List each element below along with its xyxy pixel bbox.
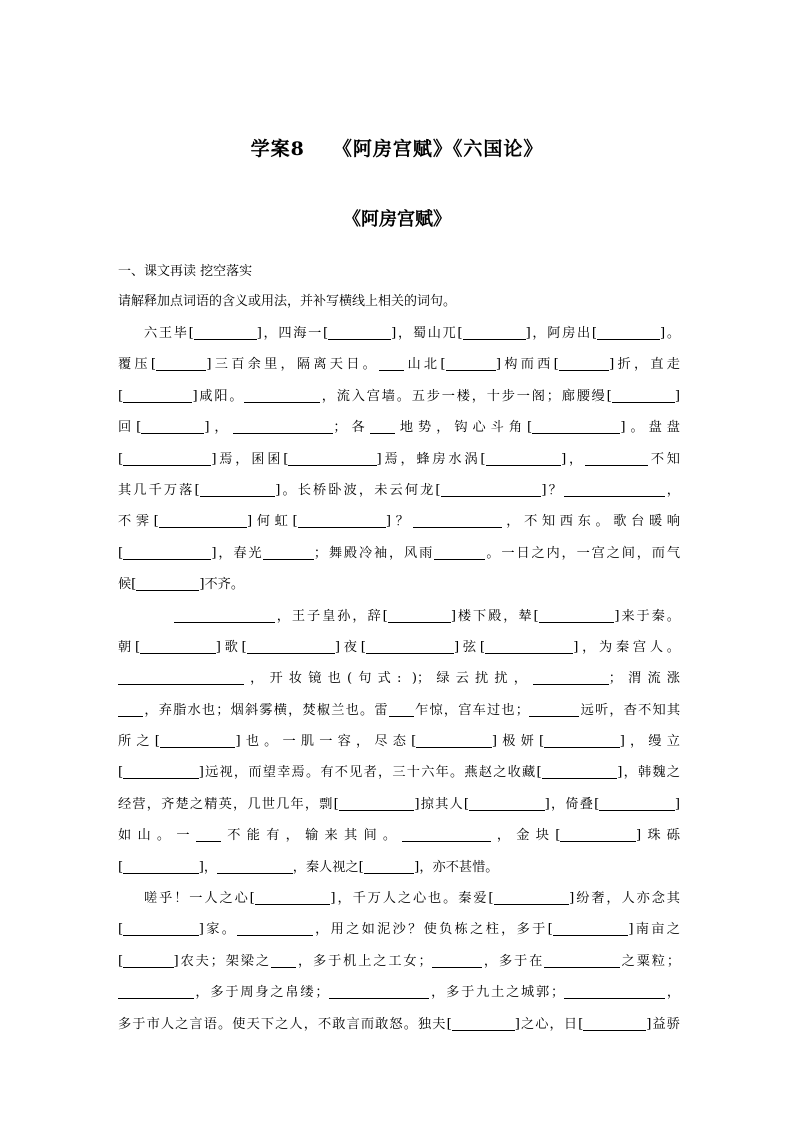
fill-blank[interactable] — [123, 388, 192, 403]
line-text: ]掠其人[ — [414, 796, 470, 812]
line-text: ；渭流涨 — [608, 671, 680, 687]
line-text: ]， — [198, 859, 218, 875]
fill-blank[interactable] — [542, 764, 618, 779]
line-text: ]？ — [541, 482, 564, 498]
line-text: ，不知西东。歌台暖响 — [501, 514, 680, 530]
line-text: 不霁[ — [118, 514, 159, 530]
line-text: 。一日之内，一宫之间，而气 — [484, 545, 680, 561]
fill-blank[interactable] — [539, 608, 615, 623]
line-text: 如山。一 — [118, 828, 196, 844]
text-line — [118, 601, 680, 632]
fill-blank[interactable] — [156, 356, 206, 371]
line-text: ]，阿房出[ — [525, 326, 597, 341]
line-text: ，弃脂水也；烟斜雾横，焚椒兰也。雷 — [143, 702, 389, 718]
fill-blank[interactable] — [118, 984, 194, 999]
line-text: ]极妍[ — [491, 734, 545, 750]
fill-blank[interactable] — [123, 545, 211, 560]
fill-blank[interactable] — [463, 325, 526, 340]
text-line — [118, 820, 680, 851]
fill-blank[interactable] — [389, 702, 414, 717]
line-text: 之粟粒； — [619, 953, 680, 969]
fill-blank[interactable] — [123, 764, 199, 779]
title-lesson-number: 学案8 — [250, 138, 305, 160]
fill-blank[interactable] — [247, 639, 335, 654]
fill-blank[interactable] — [366, 639, 454, 654]
line-text: ，用之如泥沙？使负栋之柱，多于[ — [312, 922, 553, 938]
fill-blank[interactable] — [446, 356, 496, 371]
fill-blank[interactable] — [413, 513, 501, 528]
line-text: ] — [674, 796, 680, 812]
fill-blank[interactable] — [329, 984, 430, 999]
line-text: 覆压[ — [118, 357, 157, 373]
line-text: [ — [118, 388, 124, 404]
line-text: ，王子皇孙，辞[ — [274, 608, 388, 624]
fill-blank[interactable] — [298, 513, 386, 528]
fill-blank[interactable] — [233, 419, 334, 434]
line-text: 地势，钩心斗角[ — [394, 420, 533, 436]
line-text: 山北[ — [404, 357, 446, 373]
line-text: ]农夫；架梁之 — [173, 953, 271, 969]
line-text: ]，韩魏之 — [617, 765, 680, 781]
fill-blank[interactable] — [123, 859, 199, 874]
text-line — [118, 852, 680, 883]
fill-blank[interactable] — [494, 890, 570, 905]
line-text: ]，四海一[ — [256, 326, 329, 341]
text-line — [118, 349, 680, 380]
line-text: ]？ — [385, 514, 414, 530]
line-text: [ — [118, 765, 124, 781]
line-text: ]夜[ — [334, 639, 366, 655]
fill-blank[interactable] — [123, 451, 211, 466]
line-text: 经营，齐楚之精英，几世几年，剽[ — [118, 796, 339, 812]
line-text: ]构而西[ — [495, 357, 559, 373]
line-text: ]，千万人之心也。秦爱[ — [330, 891, 494, 907]
text-line — [118, 506, 680, 537]
line-text: ]之心，日[ — [514, 1016, 584, 1032]
fill-blank[interactable] — [452, 1016, 515, 1031]
text-line — [118, 757, 680, 788]
line-text: ]南亩之 — [628, 922, 680, 938]
fill-blank[interactable] — [597, 325, 660, 340]
fill-blank[interactable] — [141, 419, 204, 434]
text-line — [118, 663, 680, 694]
page-title — [0, 134, 794, 161]
fill-blank[interactable] — [339, 796, 415, 811]
text-line — [118, 412, 680, 443]
fill-blank[interactable] — [388, 608, 451, 623]
fill-blank[interactable] — [271, 953, 296, 968]
fill-blank[interactable] — [486, 451, 562, 466]
line-text: ，金块[ — [490, 828, 561, 844]
line-text: ]。长桥卧波，未云何龙[ — [275, 482, 441, 498]
line-text: ，多于在 — [482, 953, 545, 969]
fill-blank[interactable] — [174, 608, 275, 623]
fill-blank[interactable] — [364, 859, 414, 874]
line-text: [ — [118, 859, 124, 875]
line-text: ， — [665, 985, 680, 1001]
line-text: 远听，杳不知其 — [579, 702, 680, 718]
text-line — [118, 538, 680, 569]
fill-blank[interactable] — [485, 639, 573, 654]
fill-blank[interactable] — [263, 545, 313, 560]
line-text: ]三百余里，隔离天日。 — [206, 357, 380, 373]
line-text: ， — [664, 482, 680, 498]
line-text: ，流入宫墙。五步一楼，十步一阁；廊腰缦[ — [319, 388, 612, 404]
fill-blank[interactable] — [379, 356, 404, 371]
line-text: ]也。一肌一容，尽态[ — [235, 734, 417, 750]
fill-blank[interactable] — [200, 482, 276, 497]
fill-blank[interactable] — [532, 419, 620, 434]
line-text: ]远视，而望幸焉。有不见者，三十六年。燕赵之收藏[ — [198, 765, 542, 781]
line-text: 六王毕[ — [144, 326, 194, 341]
line-text: ]歌[ — [215, 639, 247, 655]
line-text: ] — [674, 388, 680, 404]
line-text: ]纷奢，人亦念其 — [569, 891, 680, 907]
fill-blank[interactable] — [544, 733, 620, 748]
line-text: ]家。 — [198, 922, 238, 938]
fill-blank[interactable] — [160, 733, 236, 748]
text-line — [118, 695, 680, 726]
exercise-body — [118, 318, 680, 1040]
fill-blank[interactable] — [328, 325, 391, 340]
line-text: ]， — [204, 420, 233, 436]
line-text: ]，亦不甚惜。 — [414, 859, 499, 875]
line-text: ，多于九土之城郭； — [429, 985, 565, 1001]
fill-blank[interactable] — [612, 388, 675, 403]
fill-blank[interactable] — [123, 921, 199, 936]
fill-blank[interactable] — [583, 1016, 646, 1031]
line-text: 回[ — [118, 420, 142, 436]
fill-blank[interactable] — [196, 827, 221, 842]
line-text: ]焉，囷囷[ — [211, 451, 289, 467]
line-text: 多于市人之言语。使天下之人，不敢言而敢怒。独夫[ — [118, 1016, 452, 1032]
text-line — [118, 1009, 680, 1040]
line-text: ，多于机上之工女； — [296, 953, 432, 969]
fill-blank[interactable] — [159, 513, 247, 528]
fill-blank[interactable] — [560, 827, 636, 842]
line-text: ；舞殿冷袖，风雨 — [313, 545, 435, 561]
line-text: ]，春光 — [211, 545, 264, 561]
line-text: [ — [118, 451, 124, 467]
fill-blank[interactable] — [237, 921, 313, 936]
line-text: ，多于周身之帛缕； — [193, 985, 329, 1001]
text-line — [118, 726, 680, 757]
text-line — [118, 946, 680, 977]
fill-blank[interactable] — [585, 451, 648, 466]
fill-blank[interactable] — [441, 482, 542, 497]
line-text: ]珠砾 — [635, 828, 680, 844]
line-text: ]不齐。 — [199, 577, 245, 593]
line-text: [ — [118, 953, 124, 969]
fill-blank[interactable] — [564, 984, 665, 999]
fill-blank[interactable] — [533, 670, 609, 685]
fill-blank[interactable] — [553, 921, 629, 936]
fill-blank[interactable] — [544, 953, 620, 968]
fill-blank[interactable] — [432, 953, 482, 968]
fill-blank[interactable] — [244, 388, 320, 403]
line-text: ]来于秦。 — [614, 608, 680, 624]
text-line — [118, 883, 680, 914]
fill-blank[interactable] — [140, 639, 216, 654]
fill-blank[interactable] — [194, 325, 257, 340]
fill-blank[interactable] — [434, 545, 484, 560]
fill-blank[interactable] — [288, 451, 376, 466]
line-text: [ — [118, 545, 124, 561]
text-line — [118, 977, 680, 1008]
line-text: ]。 — [660, 326, 680, 341]
line-text: ]弦[ — [454, 639, 486, 655]
line-text: 乍惊，宫车过也； — [413, 702, 529, 718]
text-line — [118, 318, 680, 349]
line-text: 所之[ — [118, 734, 160, 750]
line-text: ，秦人视之[ — [292, 859, 364, 875]
line-text: ]焉，蜂房水涡[ — [376, 451, 486, 467]
line-text: ]益骄 — [646, 1016, 680, 1032]
fill-blank[interactable] — [136, 576, 199, 591]
line-text: 不知 — [648, 451, 680, 467]
line-text: ]，缦立 — [619, 734, 680, 750]
fill-blank[interactable] — [123, 953, 173, 968]
fill-blank[interactable] — [469, 796, 545, 811]
section-subtitle: 《阿房宫赋》 — [343, 209, 451, 230]
fill-blank[interactable] — [416, 733, 492, 748]
line-text: ]，蜀山兀[ — [391, 326, 463, 341]
line-text: 嗟乎！一人之心[ — [144, 891, 255, 907]
line-text: 候[ — [118, 577, 137, 593]
fill-blank[interactable] — [599, 796, 675, 811]
line-text: ]， — [561, 451, 586, 467]
text-line — [118, 789, 680, 820]
line-text: ]，倚叠[ — [544, 796, 600, 812]
text-line — [118, 632, 680, 663]
text-line — [118, 475, 680, 506]
fill-blank[interactable] — [402, 827, 490, 842]
fill-blank[interactable] — [217, 859, 293, 874]
fill-blank[interactable] — [529, 702, 579, 717]
line-text: [ — [118, 922, 124, 938]
line-text: ]咸阳。 — [192, 388, 245, 404]
line-text: 其几千万落[ — [118, 482, 200, 498]
line-text: ；各 — [333, 420, 370, 436]
text-line — [118, 444, 680, 475]
text-line — [118, 569, 680, 600]
line-text: 不能有，输来其间。 — [221, 828, 403, 844]
instruction-text: 请解释加点词语的含义或用法，并补写横线上相关的词句。 — [118, 294, 457, 309]
line-text: ]何虹[ — [247, 514, 298, 530]
line-text: ]楼下殿，辇[ — [450, 608, 539, 624]
title-text: 《阿房宫赋》《六国论》 — [332, 138, 544, 160]
line-text: ]，为秦宫人。 — [573, 639, 680, 655]
fill-blank[interactable] — [118, 670, 244, 685]
fill-blank[interactable] — [564, 482, 665, 497]
fill-blank[interactable] — [118, 702, 143, 717]
section-heading: 一、课文再读 挖空落实 — [118, 264, 253, 279]
line-text: ]。盘盘 — [620, 420, 680, 436]
line-text: ，开妆镜也(句式: )；绿云扰扰， — [244, 671, 534, 687]
text-line — [118, 381, 680, 412]
text-line — [118, 914, 680, 945]
fill-blank[interactable] — [255, 890, 331, 905]
fill-blank[interactable] — [370, 419, 395, 434]
fill-blank[interactable] — [559, 356, 609, 371]
line-text: ]折，直走 — [609, 357, 680, 373]
line-text: 朝[ — [118, 639, 141, 655]
